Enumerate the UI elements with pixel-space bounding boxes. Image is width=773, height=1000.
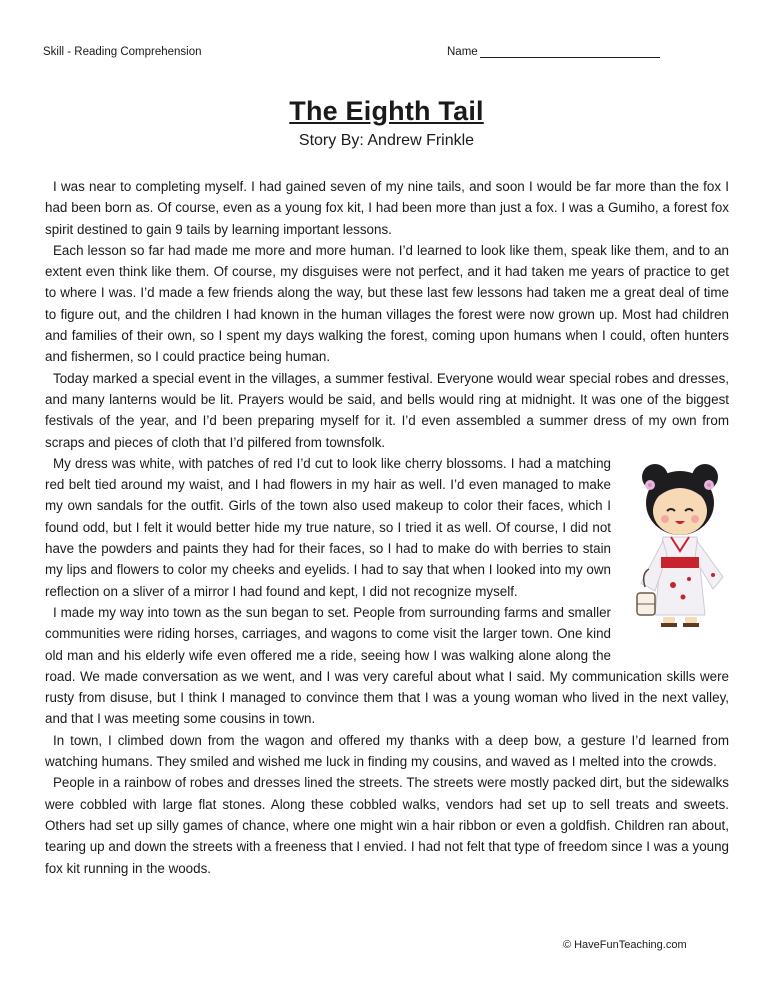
story-paragraph-5: I made my way into town as the sun began to set. People from surrounding farms and smaller communities were riding horses, carriages, and wagons to come visit the larger town. One kind old man and his elderly wife even offered me a ride, seeing how I was walking alone along the road. We made conversation as we went, and I was very careful about what I said. My communication skills were rusty from disuse, but I think I managed to convince them that I was a young woman who lived in the next valley, and that I was meeting some cousins in town.	[45, 604, 729, 727]
story-paragraph-2: Each lesson so far had made me more and more human. I’d learned to look like them, speak like them, and to an extent even think like them. Of course, my disguises were not perfect, and it had taken me years of practice to get to where I was. I’d made a few friends along the way, but these last few lessons had taken me a great deal of time to figure out, and the children I had known in the human villages the forest were now grown up. Most had children and families of their own, so I spent my days walking the forest, coming upon humans when I could, often hunters and fishermen, so I could practice being human.	[45, 242, 729, 365]
story-paragraph-4: My dress was white, with patches of red I’d cut to look like cherry blossoms. I had a matching red belt tied around my waist, and I had flowers in my hair as well. I’d even managed to make my own sandals for the outfit. Girls of the town also used makeup to color their faces, which I found odd, but I felt it would better hide my true nature, so I tried it as well. Of course, I did not have the powders and paints they had for their faces, so I had to make do with berries to stain my lips and flowers to color my cheeks and eyelids. I had to say that when I looked into my own reflection on a sliver of a mirror I had found and kept, I did not recognize myself.	[45, 455, 611, 599]
name-label: Name	[447, 46, 478, 58]
footer	[563, 939, 687, 951]
story-byline: Story By: Andrew Frinkle	[298, 132, 475, 149]
name-field	[447, 46, 660, 58]
skill-label: Skill - Reading Comprehension	[43, 46, 202, 58]
story-paragraph-7: People in a rainbow of robes and dresses lined the streets. The streets were mostly packed dirt, but the sidewalks were cobbled with large flat stones. Along these cobbled walks, vendors had set up to sell treats and sweets. Others had set up silly games of chance, where one might win a hair ribbon or even a goldfish. Children ran about, tearing up and down the streets with a freeness that I envied. I had not felt that type of freedom since I was a young fox kit running in the woods.	[45, 775, 729, 876]
name-blank-line	[480, 46, 660, 58]
story-paragraph-3: Today marked a special event in the villages, a summer festival. Everyone would wear special robes and dresses, and many lanterns would be lit. Prayers would be said, and bells would ring at midnight. It was one of the biggest festivals of the year, and I’d been preparing myself for it. I’d even assembled a summer dress of my own from scraps and pieces of cloth that I’d pilfered from townsfolk.	[45, 370, 729, 450]
kimono-girl-icon	[625, 455, 735, 645]
copyright-symbol: ©	[563, 939, 572, 951]
story-title: The Eighth Tail	[289, 96, 484, 126]
footer-site: HaveFunTeaching.com	[574, 939, 687, 951]
story-body	[45, 176, 729, 879]
story-paragraph-6: In town, I climbed down from the wagon and offered my thanks with a deep bow, a gesture I’d learned from watching humans. They smiled and wished me luck in finding my cousins, and waved as I melted into the crowds.	[45, 732, 729, 770]
story-paragraph-1: I was near to completing myself. I had gained seven of my nine tails, and soon I would be far more than the fox I had been born as. Of course, even as a young fox kit, I had been more than just a fox. I was a Gumiho, a forest fox spirit destined to gain 9 tails by learning important lessons.	[45, 179, 729, 237]
